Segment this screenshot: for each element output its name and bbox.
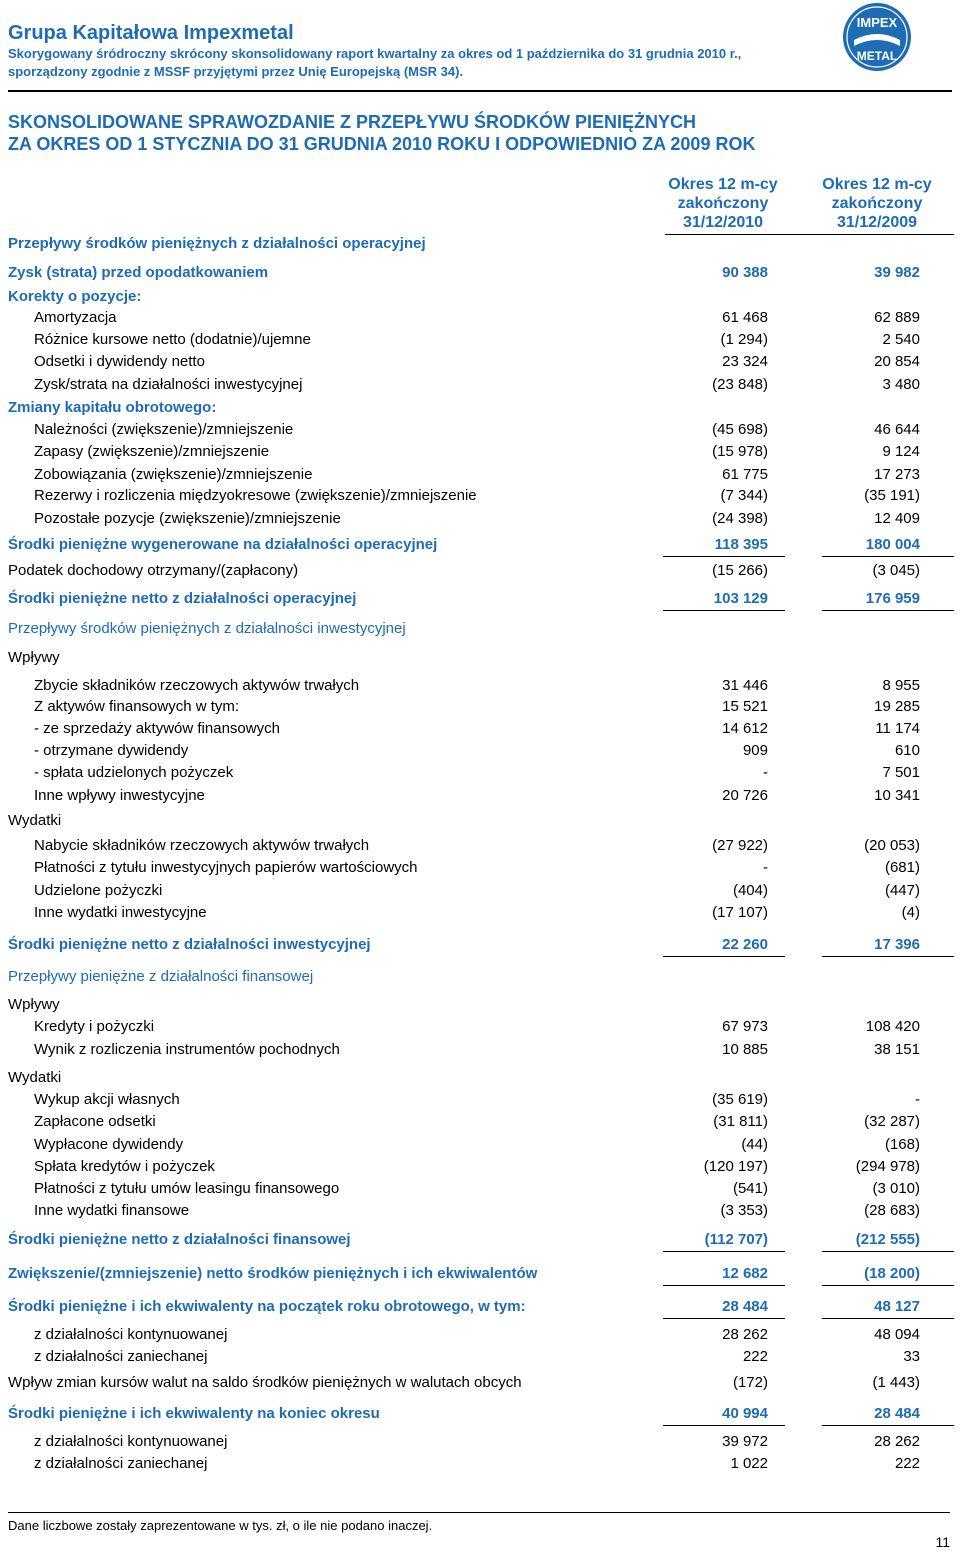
value-2010: (1 294) <box>720 331 768 348</box>
table-row <box>0 1347 960 1367</box>
row-label: z działalności kontynuowanej <box>34 1326 228 1343</box>
row-label: z działalności zaniechanej <box>34 1455 208 1472</box>
row-label: Amortyzacja <box>34 309 117 326</box>
row-label: Spłata kredytów i pożyczek <box>34 1158 215 1175</box>
table-row <box>0 1090 960 1110</box>
value-2009: (35 191) <box>864 487 920 504</box>
value-2010: (23 848) <box>712 376 768 393</box>
table-row <box>0 1135 960 1155</box>
row-label: Zapłacone odsetki <box>34 1113 156 1130</box>
table-row <box>0 1157 960 1177</box>
statement-title-line2: ZA OKRES OD 1 STYCZNIA DO 31 GRUDNIA 2010 ROKU I ODPOWIEDNIO ZA 2009 ROK <box>8 134 756 154</box>
row-label: Należności (zwiększenie)/zmniejszenie <box>34 421 294 438</box>
value-2009: 17 273 <box>874 466 920 483</box>
value-2009: (447) <box>884 882 920 899</box>
row-label: Płatności z tytułu umów leasingu finansowego <box>34 1180 340 1197</box>
total-underline <box>663 1285 785 1286</box>
column-header-2010: Okres 12 m-cy zakończony 31/12/2010 <box>668 176 778 231</box>
value-2010: 39 972 <box>722 1433 768 1450</box>
table-row <box>0 398 960 418</box>
value-2010: 12 682 <box>722 1265 768 1282</box>
value-2009: 10 341 <box>874 787 920 804</box>
row-label: Wypłacone dywidendy <box>34 1136 184 1153</box>
total-underline <box>822 556 954 557</box>
value-2010: 10 885 <box>722 1041 768 1058</box>
table-row <box>0 995 960 1015</box>
total-underline <box>822 610 954 611</box>
table-row <box>0 1068 960 1088</box>
value-2009: 11 174 <box>875 720 920 737</box>
table-row <box>0 330 960 350</box>
value-2010: (24 398) <box>712 510 768 527</box>
value-2009: (4) <box>901 904 920 921</box>
table-row <box>0 1297 960 1317</box>
value-2009: (294 978) <box>855 1158 920 1175</box>
value-2010: (172) <box>732 1374 768 1391</box>
row-label: Wpływy <box>8 996 60 1013</box>
table-row <box>0 1017 960 1037</box>
value-2010: 222 <box>742 1348 768 1365</box>
value-2009: 176 959 <box>865 590 920 607</box>
report-subtitle-line2: sporządzony zgodnie z MSSF przyjętymi przez Unię Europejską (MSR 34). <box>8 64 464 79</box>
total-underline <box>822 1285 954 1286</box>
table-row <box>0 1432 960 1452</box>
table-row <box>0 903 960 923</box>
table-row <box>0 811 960 831</box>
row-label: Wykup akcji własnych <box>34 1091 180 1108</box>
value-2009: (28 683) <box>864 1202 920 1219</box>
row-label: Podatek dochodowy otrzymany/(zapłacony) <box>8 562 299 579</box>
value-2009: (20 053) <box>864 837 920 854</box>
value-2010: 22 260 <box>722 936 768 953</box>
value-2009: (18 200) <box>864 1265 920 1282</box>
value-2009: 9 124 <box>882 443 920 460</box>
row-label: Udzielone pożyczki <box>34 882 163 899</box>
table-row <box>0 420 960 440</box>
value-2009: 33 <box>903 1348 920 1365</box>
table-row <box>0 1179 960 1199</box>
value-2010: 61 468 <box>722 309 768 326</box>
row-label: - spłata udzielonych pożyczek <box>34 764 234 781</box>
value-2010: (15 978) <box>712 443 768 460</box>
total-underline <box>822 956 954 957</box>
table-row <box>0 719 960 739</box>
value-2009: 7 501 <box>882 764 920 781</box>
row-label: Zapasy (zwiększenie)/zmniejszenie <box>34 443 270 460</box>
statement-title-line1: SKONSOLIDOWANE SPRAWOZDANIE Z PRZEPŁYWU ŚRODKÓW PIENIĘŻNYCH <box>8 112 697 132</box>
value-2009: (3 045) <box>872 562 920 579</box>
value-2009: (681) <box>884 859 920 876</box>
value-2010: (15 266) <box>712 562 768 579</box>
row-label: Środki pieniężne i ich ekwiwalenty na koniec okresu <box>8 1405 380 1422</box>
value-2009: 46 644 <box>874 421 920 438</box>
row-label: Środki pieniężne i ich ekwiwalenty na początek roku obrotowego, w tym: <box>8 1298 526 1315</box>
value-2009: (3 010) <box>872 1180 920 1197</box>
value-2010: 14 612 <box>722 720 768 737</box>
row-label: - otrzymane dywidendy <box>34 742 189 759</box>
table-row <box>0 486 960 506</box>
header-divider <box>8 90 952 92</box>
table-row <box>0 1230 960 1250</box>
table-row <box>0 375 960 395</box>
row-label: Przepływy środków pieniężnych z działalności inwestycyjnej <box>8 620 406 637</box>
value-2009: 20 854 <box>874 353 920 370</box>
value-2009: (212 555) <box>855 1231 920 1248</box>
row-label: Środki pieniężne netto z działalności operacyjnej <box>8 590 357 607</box>
total-underline <box>663 956 785 957</box>
row-label: Rezerwy i rozliczenia międzyokresowe (zwiększenie)/zmniejszenie <box>34 487 477 504</box>
value-2009: - <box>915 1091 920 1108</box>
value-2010: (7 344) <box>720 487 768 504</box>
total-underline <box>822 1251 954 1252</box>
table-row <box>0 619 960 639</box>
total-underline <box>822 1318 954 1319</box>
value-2010: 20 726 <box>722 787 768 804</box>
value-2009: 48 094 <box>874 1326 920 1343</box>
table-row <box>0 465 960 485</box>
value-2010: 118 395 <box>714 536 768 553</box>
table-row <box>0 763 960 783</box>
value-2010: 909 <box>742 742 768 759</box>
table-row <box>0 1325 960 1345</box>
value-2010: 103 129 <box>713 590 768 607</box>
value-2009: 222 <box>894 1455 920 1472</box>
value-2010: 61 775 <box>722 466 768 483</box>
value-2010: (35 619) <box>712 1091 768 1108</box>
report-subtitle-line1: Skorygowany śródroczny skrócony skonsolidowany raport kwartalny za okres od 1 października do 31 grudnia 2010 r., <box>8 46 742 61</box>
table-row <box>0 1264 960 1284</box>
value-2010: - <box>763 764 768 781</box>
value-2010: 15 521 <box>722 698 768 715</box>
table-row <box>0 234 960 254</box>
value-2009: 62 889 <box>874 309 920 326</box>
value-2009: 38 151 <box>874 1041 920 1058</box>
table-row <box>0 858 960 878</box>
value-2009: 3 480 <box>882 376 920 393</box>
row-label: Wydatki <box>8 1069 62 1086</box>
company-name: Grupa Kapitałowa Impexmetal <box>8 22 294 44</box>
row-label: Z aktywów finansowych w tym: <box>34 698 240 715</box>
value-2010: (404) <box>732 882 768 899</box>
table-row <box>0 676 960 696</box>
table-row <box>0 352 960 372</box>
row-label: Przepływy pieniężne z działalności finansowej <box>8 968 314 985</box>
row-label: Zwiększenie/(zmniejszenie) netto środków pieniężnych i ich ekwiwalentów <box>8 1265 538 1282</box>
table-row <box>0 741 960 761</box>
table-row <box>0 287 960 307</box>
table-row <box>0 1040 960 1060</box>
value-2009: 48 127 <box>874 1298 920 1315</box>
row-label: Zmiany kapitału obrotowego: <box>8 399 217 416</box>
value-2010: 28 262 <box>722 1326 768 1343</box>
row-label: Środki pieniężne wygenerowane na działalności operacyjnej <box>8 536 438 553</box>
value-2010: (44) <box>741 1136 768 1153</box>
column-header-2009: Okres 12 m-cy zakończony 31/12/2009 <box>822 176 932 231</box>
value-2010: (112 707) <box>704 1231 768 1248</box>
value-2009: 12 409 <box>874 510 920 527</box>
page-number: 11 <box>935 1534 950 1550</box>
row-label: Inne wpływy inwestycyjne <box>34 787 205 804</box>
value-2010: (120 197) <box>703 1158 768 1175</box>
table-row <box>0 648 960 668</box>
value-2010: 31 446 <box>722 677 768 694</box>
value-2009: 2 540 <box>882 331 920 348</box>
value-2009: 39 982 <box>874 264 920 281</box>
table-row <box>0 786 960 806</box>
row-label: Środki pieniężne netto z działalności inwestycyjnej <box>8 936 371 953</box>
value-2010: 40 994 <box>722 1405 768 1422</box>
row-label: Przepływy środków pieniężnych z działalności operacyjnej <box>8 235 426 252</box>
row-label: Nabycie składników rzeczowych aktywów trwałych <box>34 837 370 854</box>
value-2009: 8 955 <box>882 677 920 694</box>
row-label: Zysk (strata) przed opodatkowaniem <box>8 264 269 281</box>
value-2010: (17 107) <box>712 904 768 921</box>
row-label: Inne wydatki finansowe <box>34 1202 190 1219</box>
value-2009: 180 004 <box>865 536 920 553</box>
total-underline <box>663 610 785 611</box>
row-label: Płatności z tytułu inwestycyjnych papierów wartościowych <box>34 859 418 876</box>
row-label: Środki pieniężne netto z działalności finansowej <box>8 1231 351 1248</box>
value-2009: 610 <box>894 742 920 759</box>
table-row <box>0 263 960 283</box>
total-underline <box>663 1251 785 1252</box>
value-2009: (168) <box>884 1136 920 1153</box>
row-label: Wydatki <box>8 812 62 829</box>
table-row <box>0 561 960 581</box>
value-2010: 90 388 <box>722 264 768 281</box>
row-label: Zysk/strata na działalności inwestycyjnej <box>34 376 303 393</box>
value-2010: 67 973 <box>722 1018 768 1035</box>
table-row <box>0 935 960 955</box>
value-2010: (27 922) <box>712 837 768 854</box>
value-2009: 28 262 <box>874 1433 920 1450</box>
value-2009: 28 484 <box>874 1405 920 1422</box>
row-label: Korekty o pozycje: <box>8 288 142 305</box>
value-2010: (31 811) <box>713 1113 768 1130</box>
table-row <box>0 1373 960 1393</box>
value-2009: 108 420 <box>865 1018 920 1035</box>
table-row <box>0 589 960 609</box>
value-2010: 28 484 <box>722 1298 768 1315</box>
value-2009: (1 443) <box>872 1374 920 1391</box>
row-label: Wpływ zmian kursów walut na saldo środków pieniężnych w walutach obcych <box>8 1374 522 1391</box>
table-row <box>0 697 960 717</box>
row-label: Odsetki i dywidendy netto <box>34 353 205 370</box>
row-label: Wynik z rozliczenia instrumentów pochodnych <box>34 1041 340 1058</box>
value-2009: 19 285 <box>874 698 920 715</box>
table-row <box>0 1112 960 1132</box>
row-label: Zobowiązania (zwiększenie)/zmniejszenie <box>34 466 313 483</box>
value-2010: 1 022 <box>730 1455 768 1472</box>
row-label: Różnice kursowe netto (dodatnie)/ujemne <box>34 331 311 348</box>
footer-note: Dane liczbowe zostały zaprezentowane w tys. zł, o ile nie podano inaczej. <box>8 1518 433 1533</box>
logo-text-top: IMPEX <box>856 15 898 30</box>
row-label: Zbycie składników rzeczowych aktywów trwałych <box>34 677 360 694</box>
value-2010: (541) <box>732 1180 768 1197</box>
row-label: z działalności kontynuowanej <box>34 1433 228 1450</box>
table-row <box>0 535 960 555</box>
value-2009: 17 396 <box>874 936 920 953</box>
impexmetal-logo <box>842 2 912 72</box>
row-label: Inne wydatki inwestycyjne <box>34 904 207 921</box>
table-row <box>0 509 960 529</box>
row-label: Pozostałe pozycje (zwiększenie)/zmniejszenie <box>34 510 341 527</box>
table-row <box>0 836 960 856</box>
total-underline <box>663 1318 785 1319</box>
total-underline <box>822 1425 954 1426</box>
table-row <box>0 1454 960 1474</box>
table-row <box>0 967 960 987</box>
logo-text-bottom: METAL <box>856 49 898 63</box>
row-label: Wpływy <box>8 649 60 666</box>
table-row <box>0 881 960 901</box>
table-row <box>0 1404 960 1424</box>
value-2009: (32 287) <box>864 1113 920 1130</box>
row-label: Kredyty i pożyczki <box>34 1018 155 1035</box>
table-row <box>0 442 960 462</box>
value-2010: 23 324 <box>722 353 768 370</box>
total-underline <box>663 1425 785 1426</box>
value-2010: (45 698) <box>712 421 768 438</box>
table-row <box>0 1201 960 1221</box>
table-row <box>0 308 960 328</box>
value-2010: (3 353) <box>720 1202 768 1219</box>
row-label: - ze sprzedaży aktywów finansowych <box>34 720 280 737</box>
row-label: z działalności zaniechanej <box>34 1348 208 1365</box>
total-underline <box>663 556 785 557</box>
footer-divider <box>8 1512 950 1513</box>
value-2010: - <box>763 859 768 876</box>
